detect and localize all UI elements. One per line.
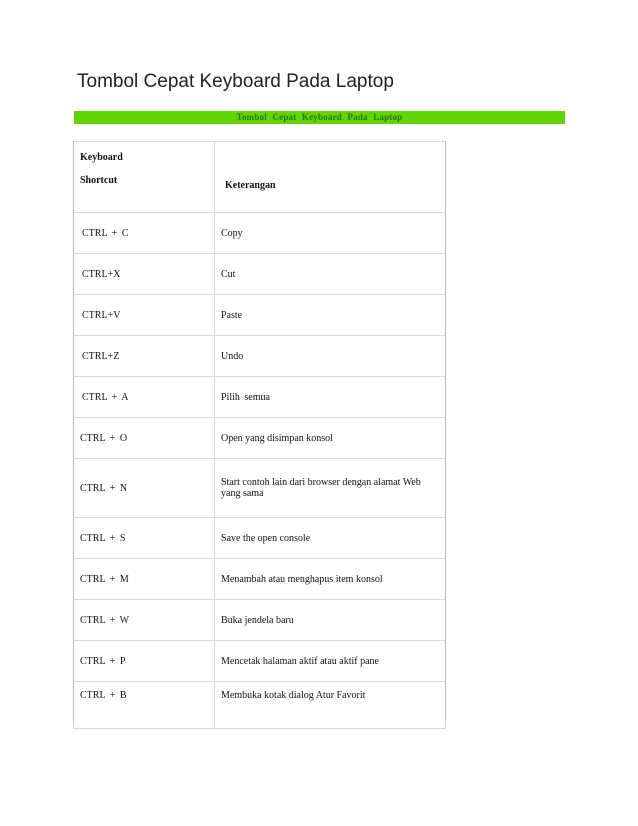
description-cell: Copy xyxy=(215,213,446,254)
shortcut-cell: CTRL + O xyxy=(74,418,215,459)
table-header-row xyxy=(74,142,446,213)
description-cell: Open yang disimpan konsol xyxy=(215,418,446,459)
description-cell: Start contoh lain dari browser dengan alamat Web yang sama xyxy=(215,459,446,518)
table-row xyxy=(74,418,446,459)
shortcut-cell: CTRL + M xyxy=(74,559,215,600)
shortcut-cell: CTRL + C xyxy=(74,213,215,254)
table-row xyxy=(74,682,446,729)
shortcut-table xyxy=(73,141,446,729)
description-cell: Membuka kotak dialog Atur Favorit xyxy=(215,682,446,729)
description-cell: Undo xyxy=(215,336,446,377)
description-cell: Save the open console xyxy=(215,518,446,559)
description-cell: Pilih semua xyxy=(215,377,446,418)
shortcut-table-container xyxy=(73,141,446,721)
shortcut-cell: CTRL+X xyxy=(74,254,215,295)
shortcut-cell: CTRL + N xyxy=(74,459,215,518)
header-keterangan xyxy=(215,142,446,213)
table-right-border xyxy=(445,141,446,721)
shortcut-cell: CTRL + B xyxy=(74,682,215,729)
table-row xyxy=(74,559,446,600)
table-row xyxy=(74,641,446,682)
table-row xyxy=(74,254,446,295)
page-title: Tombol Cepat Keyboard Pada Laptop xyxy=(77,71,394,92)
description-cell: Paste xyxy=(215,295,446,336)
description-cell: Mencetak halaman aktif atau aktif pane xyxy=(215,641,446,682)
header-keyboard-label: Keyboard xyxy=(80,152,123,163)
shortcut-cell: CTRL + W xyxy=(74,600,215,641)
table-row xyxy=(74,213,446,254)
shortcut-cell: CTRL + P xyxy=(74,641,215,682)
table-row xyxy=(74,518,446,559)
shortcut-cell: CTRL + A xyxy=(74,377,215,418)
header-shortcut-label: Shortcut xyxy=(80,175,118,186)
table-row xyxy=(74,336,446,377)
description-cell: Menambah atau menghapus item konsol xyxy=(215,559,446,600)
shortcut-cell: CTRL+Z xyxy=(74,336,215,377)
description-cell: Cut xyxy=(215,254,446,295)
title-banner: Tombol Cepat Keyboard Pada Laptop xyxy=(74,111,565,124)
shortcut-cell: CTRL + S xyxy=(74,518,215,559)
table-row xyxy=(74,295,446,336)
header-keyboard-shortcut xyxy=(74,142,215,213)
table-row xyxy=(74,600,446,641)
description-cell: Buka jendela baru xyxy=(215,600,446,641)
shortcut-cell: CTRL+V xyxy=(74,295,215,336)
table-row xyxy=(74,459,446,518)
table-left-border xyxy=(73,141,74,721)
header-keterangan-label: Keterangan xyxy=(225,180,276,191)
table-row xyxy=(74,377,446,418)
